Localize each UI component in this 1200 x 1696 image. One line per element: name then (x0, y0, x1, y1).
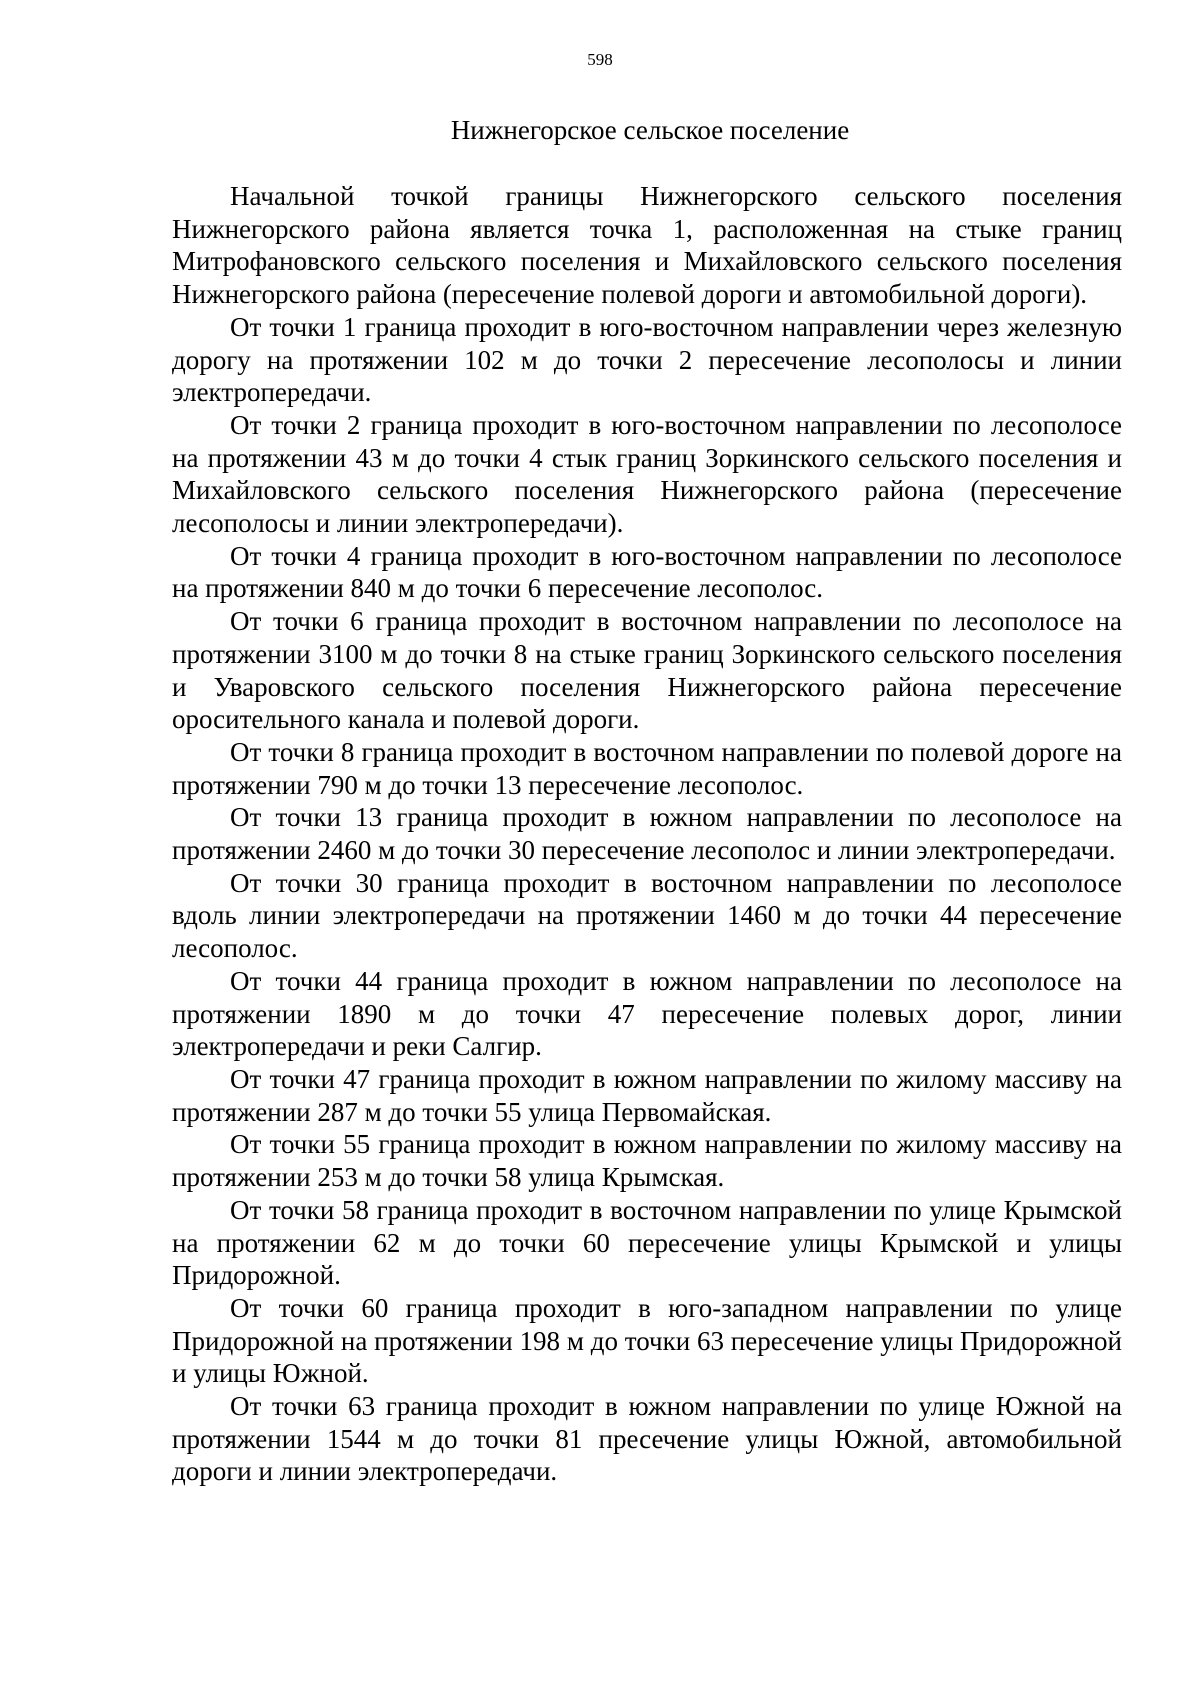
paragraph: От точки 47 граница проходит в южном направлении по жилому массиву на протяжении 287 м до точки 55 улица Первомайская. (172, 1063, 1122, 1127)
paragraph: От точки 1 граница проходит в юго-восточном направлении через железную дорогу на протяжении 102 м до точки 2 пересечение лесополосы и линии электропередачи. (172, 311, 1122, 408)
document-body (172, 180, 1122, 1488)
paragraph: От точки 44 граница проходит в южном направлении по лесополосе на протяжении 1890 м до точки 47 пересечение полевых дорог, линии электропередачи и реки Салгир. (172, 965, 1122, 1062)
paragraph: От точки 60 граница проходит в юго-западном направлении по улице Придорожной на протяжении 198 м до точки 63 пересечение улицы Придорожной и улицы Южной. (172, 1292, 1122, 1389)
paragraph: От точки 6 граница проходит в восточном направлении по лесополосе на протяжении 3100 м до точки 8 на стыке границ Зоркинского сельского поселения и Уваровского сельского поселения Нижнегорского района пересечение оросительного канала и полевой дороги. (172, 606, 1122, 735)
paragraph: От точки 2 граница проходит в юго-восточном направлении по лесополосе на протяжении 43 м до точки 4 стык границ Зоркинского сельского поселения и Михайловского сельского поселения Нижнегорского района (пересечение лесополосы и линии электропередачи). (172, 409, 1122, 539)
paragraph: От точки 8 граница проходит в восточном направлении по полевой дороге на протяжении 790 м до точки 13 пересечение лесополос. (172, 736, 1122, 800)
paragraph: От точки 4 граница проходит в юго-восточном направлении по лесополосе на протяжении 840 м до точки 6 пересечение лесополос. (172, 540, 1122, 604)
paragraph: От точки 63 граница проходит в южном направлении по улице Южной на протяжении 1544 м до точки 81 пресечение улицы Южной, автомобильной дороги и линии электропередачи. (172, 1391, 1122, 1487)
page-number: 598 (587, 50, 613, 69)
paragraph: От точки 55 граница проходит в южном направлении по жилому массиву на протяжении 253 м до точки 58 улица Крымская. (172, 1129, 1122, 1193)
document-title: Нижнегорское сельское поселение (450, 115, 850, 145)
paragraph: От точки 30 граница проходит в восточном направлении по лесополосе вдоль линии электропередачи на протяжении 1460 м до точки 44 пересечение лесополос. (172, 867, 1122, 964)
paragraph: От точки 13 граница проходит в южном направлении по лесополосе на протяжении 2460 м до точки 30 пересечение лесополос и линии электропередачи. (172, 802, 1122, 866)
paragraph: Начальной точкой границы Нижнегорского сельского поселения Нижнегорского района является точка 1, расположенная на стыке границ Митрофановского сельского поселения и Михайловского сельского поселения Нижнегорского района (пересечение полевой дороги и автомобильной дороги). (172, 181, 1122, 310)
paragraph: От точки 58 граница проходит в восточном направлении по улице Крымской на протяжении 62 м до точки 60 пересечение улицы Крымской и улицы Придорожной. (172, 1194, 1122, 1291)
